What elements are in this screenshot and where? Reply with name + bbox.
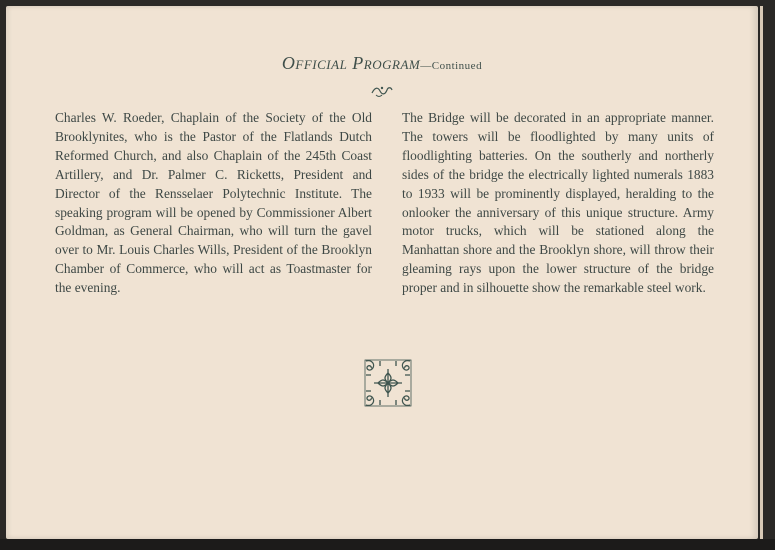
page-title bbox=[6, 53, 758, 74]
right-column-text: The Bridge will be decorated in an appropriate manner. The towers will be floodlighted by many units of floodlighting batteries. On the southerly and northerly sides of the bridge the electrically lighted numerals 1883 to 1933 will be prominently displayed, heralding to the onlooker the anniversary of this unique structure. Army motor trucks, which will be stationed along the Manhattan shore and the Brooklyn shore, will throw their gleaming rays upon the lower structure of the bridge proper and in silhouette show the remarkable steel work. bbox=[402, 110, 714, 296]
flourish-icon bbox=[370, 84, 394, 98]
page-edge bbox=[760, 6, 763, 539]
ornament-icon bbox=[362, 357, 414, 409]
scan-background-strip bbox=[0, 539, 775, 550]
page-title-main: Official Program bbox=[281, 53, 421, 73]
book-page bbox=[6, 6, 758, 539]
page-title-suffix: —Continued bbox=[420, 60, 483, 72]
left-column-text: Charles W. Roeder, Chaplain of the Society of the Old Brooklynites, who is the Pastor of the Flatlands Dutch Reformed Church, and also Chaplain of the 245th Coast Artillery, and Dr. Palmer C. Ricketts, President and Director of the Rensselaer Polytechnic Institute. The speaking program will be opened by Commissioner Albert Goldman, as General Chairman, who will turn the gavel over to Mr. Louis Charles Wills, President of the Brooklyn Chamber of Commerce, who will act as Toastmaster for the evening. bbox=[55, 110, 372, 296]
